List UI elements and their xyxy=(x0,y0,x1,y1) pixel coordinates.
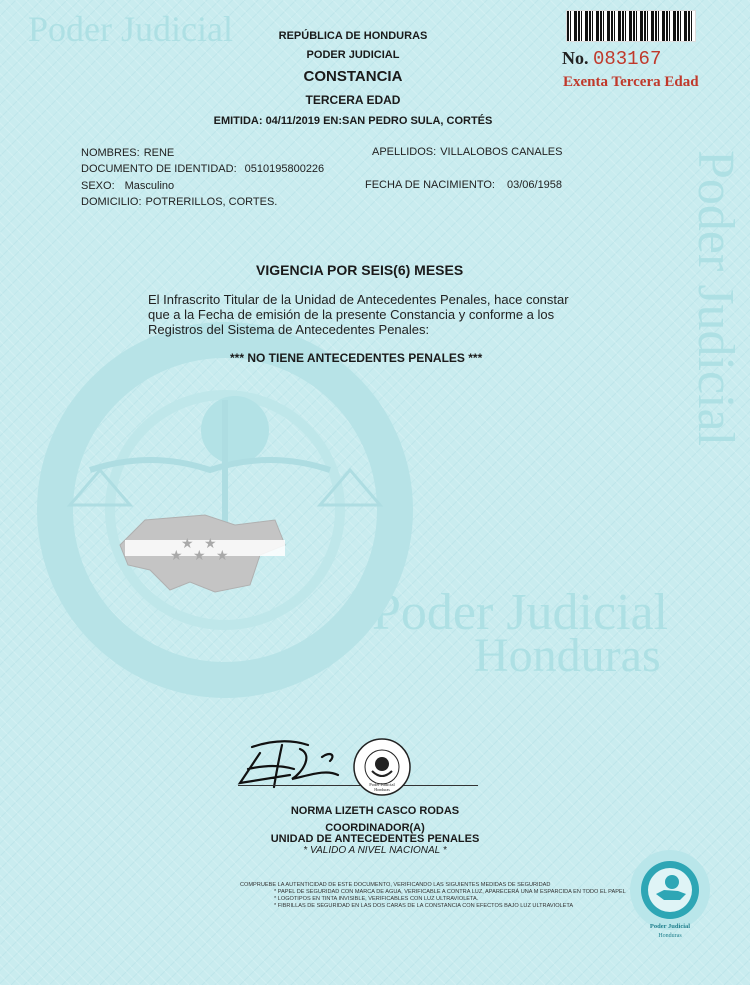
birth-label: FECHA DE NACIMIENTO: xyxy=(365,179,495,191)
field-names xyxy=(81,147,174,159)
watermark-top-left: Poder Judicial xyxy=(28,9,233,49)
corner-seal xyxy=(628,848,712,932)
birth-value: 03/06/1958 xyxy=(506,179,563,191)
header-subtitle: TERCERA EDAD xyxy=(305,93,401,107)
field-sex xyxy=(81,180,174,192)
svg-text:★: ★ xyxy=(193,548,206,564)
unit-seal-inner: Poder Judicial xyxy=(369,782,395,787)
statement-line2: que a la Fecha de emisión de la presente Constancia y conforme a los xyxy=(148,307,555,322)
header-institution: PODER JUDICIAL xyxy=(306,49,400,61)
serial-value: 083167 xyxy=(592,48,662,70)
handwritten-signature xyxy=(230,735,360,795)
signer-unit: UNIDAD DE ANTECEDENTES PENALES xyxy=(270,833,480,845)
surnames-value: VILLALOBOS CANALES xyxy=(440,146,563,158)
address-label: DOMICILIO: xyxy=(81,196,142,208)
security-note-1: COMPRUEBE LA AUTENTICIDAD DE ESTE DOCUMENTO, VERIFICANDO LAS SIGUIENTES MEDIDAS DE SEGURIDAD xyxy=(240,882,551,888)
serial-prefix: No. xyxy=(562,48,589,68)
signer-scope: * VALIDO A NIVEL NACIONAL * xyxy=(303,845,447,856)
sex-value: Masculino xyxy=(124,180,175,192)
statement-result: *** NO TIENE ANTECEDENTES PENALES *** xyxy=(230,351,483,365)
watermark-right-vertical: Poder Judicial xyxy=(687,150,744,447)
names-value: RENE xyxy=(143,147,175,159)
names-label: NOMBRES: xyxy=(81,147,140,159)
header-issued: EMITIDA: 04/11/2019 EN:SAN PEDRO SULA, CORTÉS xyxy=(213,115,493,127)
svg-text:★: ★ xyxy=(204,536,217,552)
field-address xyxy=(81,196,277,208)
header-country: REPÚBLICA DE HONDURAS xyxy=(278,30,428,42)
svg-text:★: ★ xyxy=(216,548,229,564)
address-value: POTRERILLOS, CORTES. xyxy=(145,196,278,208)
signer-role: COORDINADOR(A) xyxy=(325,822,425,834)
signer-name: NORMA LIZETH CASCO RODAS xyxy=(290,805,460,817)
statement-line3: Registros del Sistema de Antecedentes Penales: xyxy=(148,322,430,337)
unit-seal xyxy=(352,737,412,797)
surnames-label: APELLIDOS: xyxy=(372,146,437,158)
svg-text:★: ★ xyxy=(170,548,183,564)
sex-label: SEXO: xyxy=(81,180,115,192)
corner-seal-inner: Poder Judicial xyxy=(649,923,691,930)
exempt-note: Exenta Tercera Edad xyxy=(563,74,699,90)
security-note-2: * PAPEL DE SEGURIDAD CON MARCA DE AGUA, VERIFICABLE A CONTRA LUZ, APARECERÁ UNA M ESPARCIDA EN TODO EL PAPEL xyxy=(274,889,626,895)
statement-line1: El Infrascrito Titular de la Unidad de Antecedentes Penales, hace constar xyxy=(148,292,569,307)
security-note-3: * LOGOTIPOS EN TINTA INVISIBLE, VERIFICABLES CON LUZ ULTRAVIOLETA. xyxy=(274,896,479,902)
field-surnames xyxy=(372,146,562,158)
unit-seal-inner2: Honduras xyxy=(374,787,390,792)
svg-text:★: ★ xyxy=(181,536,194,552)
header-title: CONSTANCIA xyxy=(303,68,403,85)
watermark-center-line1: Poder Judicial xyxy=(372,584,669,641)
corner-seal-inner2: Honduras xyxy=(658,933,682,939)
validity-heading: VIGENCIA POR SEIS(6) MESES xyxy=(256,262,464,278)
security-note-4: * FIBRILLAS DE SEGURIDAD EN LAS DOS CARAS DE LA CONSTANCIA CON EFECTOS BAJO LUZ ULTRAVIOLETA xyxy=(274,903,574,909)
id-label: DOCUMENTO DE IDENTIDAD: xyxy=(81,163,237,175)
id-value: 0510195800226 xyxy=(244,163,325,175)
field-birth xyxy=(365,179,562,191)
field-id xyxy=(81,163,324,175)
watermark-center-line2: Honduras xyxy=(474,629,661,682)
